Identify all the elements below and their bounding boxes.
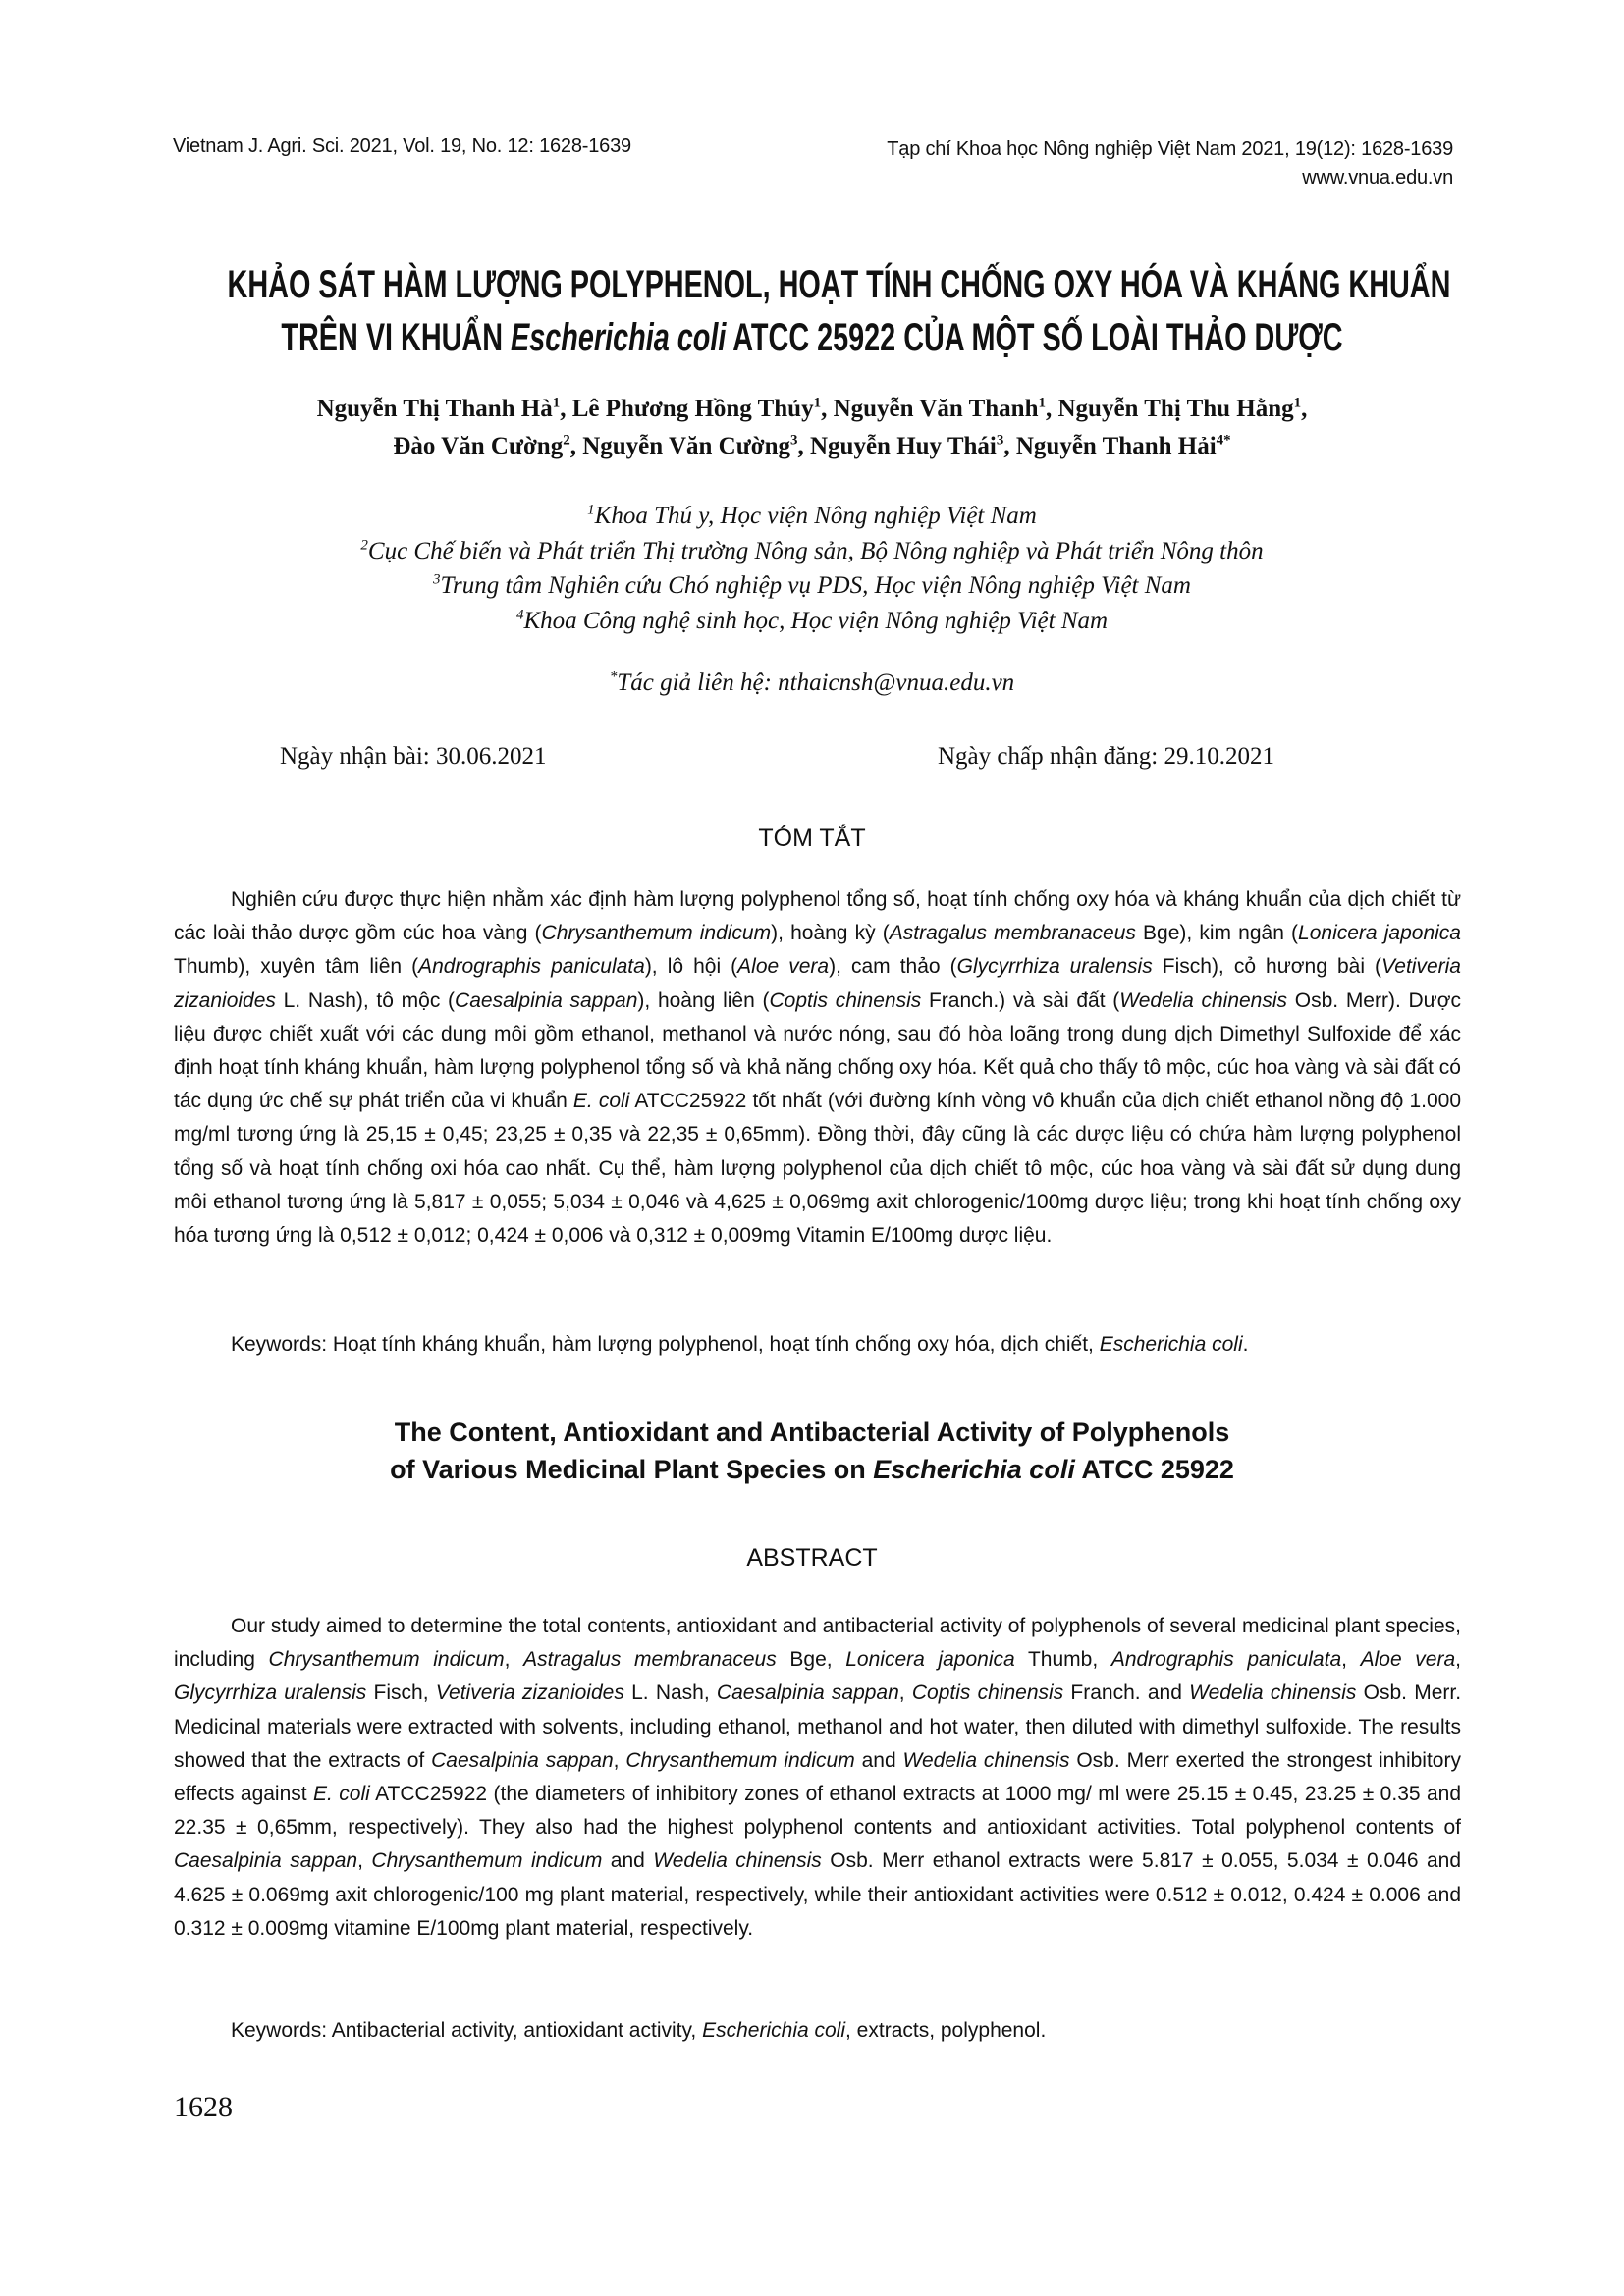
contact-mark: * <box>609 668 618 685</box>
author-name: Nguyễn Thanh Hải <box>1015 433 1217 459</box>
author-affiliation-mark: 4* <box>1216 432 1231 449</box>
text-run: ATCC25922 (the diameters of inhibitory zones of ethanol extracts at 1000 mg/ ml were 25.15 ± 0.45, 23.25 ± 0.35 and 22.35 ± 0,65mm, respectively). They also had the highest polyphenol contents and antioxidant activities. Total polyphenol contents of <box>174 1783 1462 1840</box>
species-name: Aloe vera <box>737 955 830 979</box>
text-run: Bge, <box>776 1648 846 1672</box>
author-affiliation-mark: 1 <box>813 395 822 411</box>
journal-citation-vi-text: Tạp chí Khoa học Nông nghiệp Việt Nam 2021, 19(12): 1628-1639 <box>887 138 1453 160</box>
author-name: Đào Văn Cường <box>393 433 564 459</box>
species-name: Astragalus membranaceus <box>889 922 1136 945</box>
abstract-vi-heading: TÓM TẮT <box>758 825 866 852</box>
abstract-en-heading: ABSTRACT <box>746 1544 878 1572</box>
author-line: Nguyễn Thị Thanh $Hà^1$, Lê Phương Hồng Thủy$^1$, Nguyễn Văn Thanh$^1$, Nguyễn Thị Thu Hằng$^1$, <box>316 395 1308 422</box>
author-list <box>0 391 1624 465</box>
species-name: Escherichia coli <box>702 2019 846 2042</box>
species-name: Aloe vera <box>1360 1648 1456 1672</box>
author-name: Lê Phương Hồng Thủy <box>571 396 814 422</box>
species-name: Wedelia chinensis <box>1119 988 1288 1012</box>
author-name: Nguyễn Văn Thanh <box>833 396 1039 422</box>
author-name: Nguyễn Văn Cường <box>582 433 790 459</box>
species-name: Escherichia coli <box>1099 1333 1243 1356</box>
author-affiliation-mark: 2 <box>563 432 570 449</box>
author-affiliation-mark: 3 <box>789 432 798 449</box>
species-name: Andrographis paniculata <box>418 955 645 979</box>
journal-website: www.vnua.edu.vn <box>1302 167 1453 188</box>
author-affiliation-mark: 1 <box>1293 395 1302 411</box>
title-vi-species: Escherichia coli <box>511 316 727 359</box>
text-run: ATCC25922 tốt nhất (với đường kính vòng vô khuẩn của dịch chiết ethanol nồng độ 1.000 mg/ml tương ứng là 25,15 ± 0,45; 23,25 ± 0,35 và 22,35 ± 0,65mm). Đồng thời, đây cũng là các dược liệu có chứa hàm lượng polyphenol tổng số và hoạt tính chống oxi hóa cao nhất. Cụ thể, hàm lượng polyphenol của dịch chiết tô mộc, cúc hoa vàng và sài đất sử dụng dung môi ethanol tương ứng là 5,817 ± 0,055; 5,034 ± 0,046 và 4,625 ± 0,069mg axit chlorogenic/100mg dược liệu; trong khi hoạt tính chống oxy hóa tương ứng là 0,512 ± 0,012; 0,424 ± 0,006 và 0,312 ± 0,009mg Vitamin E/100mg dược liệu. <box>174 1090 1462 1248</box>
author-line: Đào Văn Cường$^2$, Nguyễn Văn Cường$^3$, Nguyễn Huy Thái$^3$, Nguyễn Thanh Hải$^{4*}$ <box>393 432 1231 459</box>
title-en <box>0 1414 1624 1488</box>
text-run: Fisch, <box>366 1682 436 1705</box>
abstract-en-paragraph <box>174 1610 1461 1946</box>
species-name: Andrographis paniculata <box>1110 1648 1342 1672</box>
species-name: Wedelia chinensis <box>653 1849 822 1873</box>
affiliation-list <box>0 499 1624 638</box>
text-run: Osb. Merr). Dược liệu được chiết xuất với các dung môi gồm ethanol, methanol và nước nóng, sau đó hòa loãng trong dung dịch Dimethyl Sulfoxide để xác định hoạt tính kháng khuẩn, hàm lượng polyphenol tổng số và khả năng chống oxy hóa. Kết quả cho thấy tô mộc, cúc hoa vàng và sài đất có tác dụng ức chế sự phát triển của vi khuẩn <box>174 988 1462 1113</box>
species-name: Vetiveria zizanioides <box>174 955 1461 1012</box>
species-name: Vetiveria zizanioides <box>435 1682 624 1705</box>
title-en-text: ATCC 25922 <box>1074 1455 1234 1484</box>
author-name: Nguyễn Huy Thái <box>809 433 997 459</box>
text-run: and <box>854 1748 903 1772</box>
text-run: ), hoàng liên ( <box>637 988 770 1012</box>
title-vi-line1: KHẢO SÁT HÀM LƯỢNG POLYPHENOL, HOẠT TÍNH CHỐNG OXY HÓA VÀ KHÁNG KHUẨN <box>227 263 1451 306</box>
affiliation-text: Khoa Thú y, Học viện Nông nghiệp Việt Nam <box>594 503 1037 529</box>
species-name: Lonicera japonica <box>1298 922 1461 945</box>
text-run: ), lô hội ( <box>644 955 738 979</box>
title-en-line1: The Content, Antioxidant and Antibacterial Activity of Polyphenols <box>394 1417 1230 1447</box>
species-name: Lonicera japonica <box>845 1648 1015 1672</box>
text-run: ), hoàng kỳ ( <box>771 922 890 945</box>
text-run: Fisch), cỏ hương bài ( <box>1152 955 1382 979</box>
author-affiliation-mark: 3 <box>996 432 1004 449</box>
text-run: Osb. Merr ethanol extracts were 5.817 ± 0.055, 5.034 ± 0.046 and 4.625 ± 0.069mg axit chlorogenic/100 mg plant material, respectively, while their antioxidant activities were 0.512 ± 0.012, 0.424 ± 0.006 and 0.312 ± 0.009mg vitamine E/100mg plant material, respectively. <box>174 1849 1461 1940</box>
affiliation-text: Cục Chế biến và Phát triển Thị trường Nông sản, Bộ Nông nghiệp và Phát triển Nông thôn <box>367 537 1264 564</box>
author-affiliation-mark: 1 <box>1038 395 1046 411</box>
species-name: Astragalus membranaceus <box>523 1648 777 1672</box>
page-number: 1628 <box>174 2091 233 2123</box>
text-run: Franch.) và sài đất ( <box>921 988 1120 1012</box>
species-name: Coptis chinensis <box>769 988 922 1012</box>
species-name: Caesalpinia sappan <box>174 1849 358 1873</box>
accepted-date: Ngày chấp nhận đăng: 29.10.2021 <box>938 743 1274 770</box>
affiliation-text: Trung tâm Nghiên cứu Chó nghiệp vụ PDS, Học viện Nông nghiệp Việt Nam <box>440 572 1191 599</box>
affiliation-mark: 3 <box>433 571 441 588</box>
contact-text: Tác giả liên hệ: nthaicnsh@vnua.edu.vn <box>617 669 1015 696</box>
text-run: Osb. Merr. Medicinal materials were extracted with solvents, including ethanol, methanol and hot water, then diluted with dimethyl sulfoxide. The results showed that the extracts of <box>174 1682 1462 1772</box>
author-affiliation-mark: 1 <box>552 395 561 411</box>
text-run: Osb. Merr exerted the strongest inhibitory effects against <box>174 1748 1461 1806</box>
text-run: , <box>898 1682 912 1705</box>
author-name: Nguyễn Thị Thu Hằng <box>1057 396 1294 422</box>
text-run: Thumb), xuyên tâm liên ( <box>174 955 419 979</box>
species-name: Wedelia chinensis <box>1189 1682 1357 1705</box>
keywords-en <box>174 2019 1461 2043</box>
text-run: , <box>1341 1648 1361 1672</box>
journal-citation-vi <box>887 135 1453 192</box>
species-name: Chrysanthemum indicum <box>371 1849 603 1873</box>
species-name: E. coli <box>313 1783 370 1806</box>
text-run: Our study aimed to determine the total contents, antioxidant and antibacterial activity of polyphenols of several medicinal plant species, including <box>174 1615 1461 1672</box>
author-name: Nguyễn Thị Thanh Hà <box>316 396 553 422</box>
species-name: Caesalpinia sappan <box>716 1682 899 1705</box>
text-run: ), cam thảo ( <box>829 955 957 979</box>
text-run: L. Nash), tô mộc ( <box>275 988 456 1012</box>
text-run: and <box>602 1849 654 1873</box>
text-run: , extracts, polyphenol. <box>845 2019 1047 2042</box>
species-name: Chrysanthemum indicum <box>541 922 772 945</box>
affiliation <box>0 499 1624 534</box>
text-run: , <box>1455 1648 1462 1672</box>
species-name: E. coli <box>572 1090 630 1113</box>
text-run: Nghiên cứu được thực hiện nhằm xác định hàm lượng polyphenol tổng số, hoạt tính chống oxy hóa và kháng khuẩn của dịch chiết từ các loài thảo dược gồm cúc hoa vàng ( <box>174 888 1461 945</box>
title-vi-text: TRÊN VI KHUẨN <box>281 316 512 359</box>
species-name: Chrysanthemum indicum <box>625 1748 855 1772</box>
affiliation-text: Khoa Công nghệ sinh học, Học viện Nông nghiệp Việt Nam <box>523 607 1109 634</box>
text-run: Keywords: Hoạt tính kháng khuẩn, hàm lượng polyphenol, hoạt tính chống oxy hóa, dịch chiết, <box>231 1333 1100 1356</box>
title-en-line2 <box>0 1451 1624 1488</box>
title-en-text: of Various Medicinal Plant Species on <box>390 1455 874 1484</box>
affiliation-mark: 4 <box>515 607 524 623</box>
keywords-vi <box>174 1333 1461 1357</box>
title-vi-line2 <box>228 316 1397 360</box>
corresponding-author <box>0 669 1624 697</box>
text-run: Franch. and <box>1063 1682 1190 1705</box>
species-name: Caesalpinia sappan <box>431 1748 614 1772</box>
affiliation <box>0 568 1624 604</box>
abstract-vi-paragraph <box>174 883 1461 1253</box>
title-vi-text: ATCC 25922 CỦA MỘT SỐ LOÀI THẢO DƯỢC <box>726 316 1343 359</box>
received-date: Ngày nhận bài: 30.06.2021 <box>280 743 547 770</box>
title-en-species: Escherichia coli <box>873 1455 1075 1484</box>
species-name: Coptis chinensis <box>911 1682 1064 1705</box>
species-name: Caesalpinia sappan <box>455 988 638 1012</box>
species-name: Wedelia chinensis <box>902 1748 1070 1772</box>
affiliation <box>0 534 1624 569</box>
text-run: Keywords: Antibacterial activity, antioxidant activity, <box>231 2019 703 2042</box>
species-name: Glycyrrhiza uralensis <box>956 955 1153 979</box>
species-name: Glycyrrhiza uralensis <box>174 1682 367 1705</box>
journal-citation-en: Vietnam J. Agri. Sci. 2021, Vol. 19, No. 12: 1628-1639 <box>173 135 631 157</box>
text-run: . <box>1242 1333 1249 1356</box>
affiliation <box>0 604 1624 639</box>
affiliation-mark: 2 <box>360 537 368 554</box>
text-run: , <box>357 1849 372 1873</box>
affiliation-mark: 1 <box>587 502 595 518</box>
text-run: , <box>504 1648 524 1672</box>
text-run: L. Nash, <box>623 1682 717 1705</box>
text-run: Thumb, <box>1014 1648 1111 1672</box>
species-name: Chrysanthemum indicum <box>268 1648 505 1672</box>
text-run: , <box>613 1748 626 1772</box>
text-run: Bge), kim ngân ( <box>1135 922 1299 945</box>
